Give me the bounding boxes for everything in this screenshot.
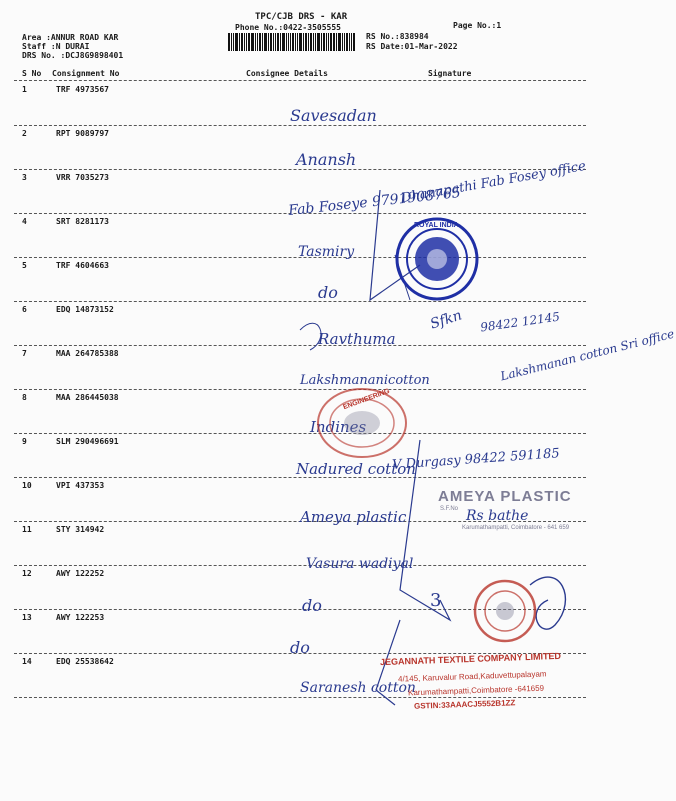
- consignee-hand-15: Saranesh cotton: [300, 680, 416, 696]
- jegannath-stamp-title: JEGANNATH TEXTILE COMPANY LIMITED: [379, 650, 562, 668]
- row-consignment-no: SLM 290496691: [56, 437, 119, 446]
- consignee-hand-6: do: [318, 283, 338, 302]
- ameya-stamp-sub2: Karumathampatti, Coimbatore - 641 659: [462, 525, 570, 531]
- row-sno: 9: [22, 437, 27, 446]
- row-consignment-no: SRT 8281173: [56, 217, 109, 226]
- india-seal-text: ROYAL INDIA: [414, 222, 459, 229]
- ameya-stamp-title: AMEYA PLASTIC: [438, 488, 572, 505]
- row-consignment-no: MAA 286445038: [56, 393, 119, 402]
- consignee-hand-11: Ameya plastic: [300, 508, 407, 526]
- drs-number: DRS No. :DCJ8G9898401: [22, 51, 124, 60]
- row-sno: 5: [22, 261, 27, 270]
- row-consignment-no: AWY 122253: [56, 613, 105, 622]
- row-sno: 11: [22, 525, 32, 534]
- col-signature: Signature: [428, 69, 472, 78]
- signature-row10: V Durgasy 98422 591185: [391, 446, 561, 473]
- row-consignment-no: EDQ 25538642: [56, 657, 114, 666]
- phone-number: Phone No.:0422-3505555: [235, 23, 341, 32]
- jegannath-stamp-line1: 4/145, Karuvalur Road,Kaduvettupalayam: [397, 669, 547, 684]
- signature-row3: Dhanapathi Fab Fosey office: [400, 158, 588, 207]
- row-consignment-no: TRF 4604663: [56, 261, 109, 270]
- consignee-hand-5: Tasmiry: [298, 244, 355, 260]
- row-sno: 10: [22, 481, 32, 490]
- row-sno: 7: [22, 349, 27, 358]
- row-consignment-no: RPT 9089797: [56, 129, 109, 138]
- jegannath-stamp-line3: GSTIN:33AAACJ5552B1ZZ: [413, 698, 516, 711]
- row-consignment-no: TRF 4973567: [56, 85, 109, 94]
- consignee-hand-9: Indines: [310, 418, 367, 436]
- row-sno: 13: [22, 613, 32, 622]
- consignee-hand-13: do: [302, 596, 322, 615]
- consignee-hand-1: Savesadan: [290, 106, 377, 125]
- rs-number: RS No.:838984: [366, 32, 429, 41]
- row-sno: 2: [22, 129, 27, 138]
- row-consignment-no: STY 314942: [56, 525, 105, 534]
- consignee-hand-7: Ravthuma: [318, 330, 396, 348]
- row-sno: 14: [22, 657, 32, 666]
- consignee-hand-2: Anansh: [296, 150, 357, 169]
- signature-row11: Rs bathe: [466, 508, 529, 524]
- row-sno: 12: [22, 569, 32, 578]
- jegannath-stamp-line2: Karumathampatti,Coimbatore -641659: [407, 683, 545, 698]
- signature-row7b: 98422 12145: [479, 309, 561, 335]
- ameya-stamp-sub1: S.F.No: [440, 506, 459, 512]
- red-seal-icon: [472, 578, 538, 644]
- row-consignment-no: AWY 122252: [56, 569, 105, 578]
- engineering-seal-text: ENGINEERING: [342, 387, 391, 412]
- row-consignment-no: VRR 7035273: [56, 173, 109, 182]
- rs-date: RS Date:01-Mar-2022: [366, 42, 458, 51]
- signature-row8: Lakshmanan cotton Sri office: [498, 326, 676, 384]
- consignee-hand-3: Fab Foseye 9791908765: [287, 184, 462, 220]
- row-sno: 4: [22, 217, 27, 226]
- area-label: Area :ANNUR ROAD KAR: [22, 33, 119, 42]
- row-consignment-no: EDQ 14873152: [56, 305, 114, 314]
- doc-title: TPC/CJB DRS - KAR: [255, 12, 348, 22]
- consignee-hand-14: do: [290, 638, 310, 657]
- signature-row7a: Sfkn: [428, 307, 464, 333]
- page-number: Page No.:1: [453, 21, 502, 30]
- row-sno: 1: [22, 85, 27, 94]
- row-consignment-no: VPI 437353: [56, 481, 105, 490]
- signature-row13-mark: 3: [430, 590, 442, 611]
- row-consignment-no: MAA 264785388: [56, 349, 119, 358]
- col-sno: S No: [22, 69, 42, 78]
- row-sno: 3: [22, 173, 27, 182]
- consignee-hand-8: Lakshmananicotton: [300, 373, 430, 388]
- col-consignment: Consignment No: [52, 69, 120, 78]
- row-sno: 8: [22, 393, 27, 402]
- staff-label: Staff :N DURAI: [22, 42, 90, 51]
- consignee-hand-12: Vasura wadiyal: [306, 556, 414, 572]
- col-consignee: Consignee Details: [246, 69, 328, 78]
- consignee-hand-10: Nadured cotton: [296, 460, 416, 478]
- row-sno: 6: [22, 305, 27, 314]
